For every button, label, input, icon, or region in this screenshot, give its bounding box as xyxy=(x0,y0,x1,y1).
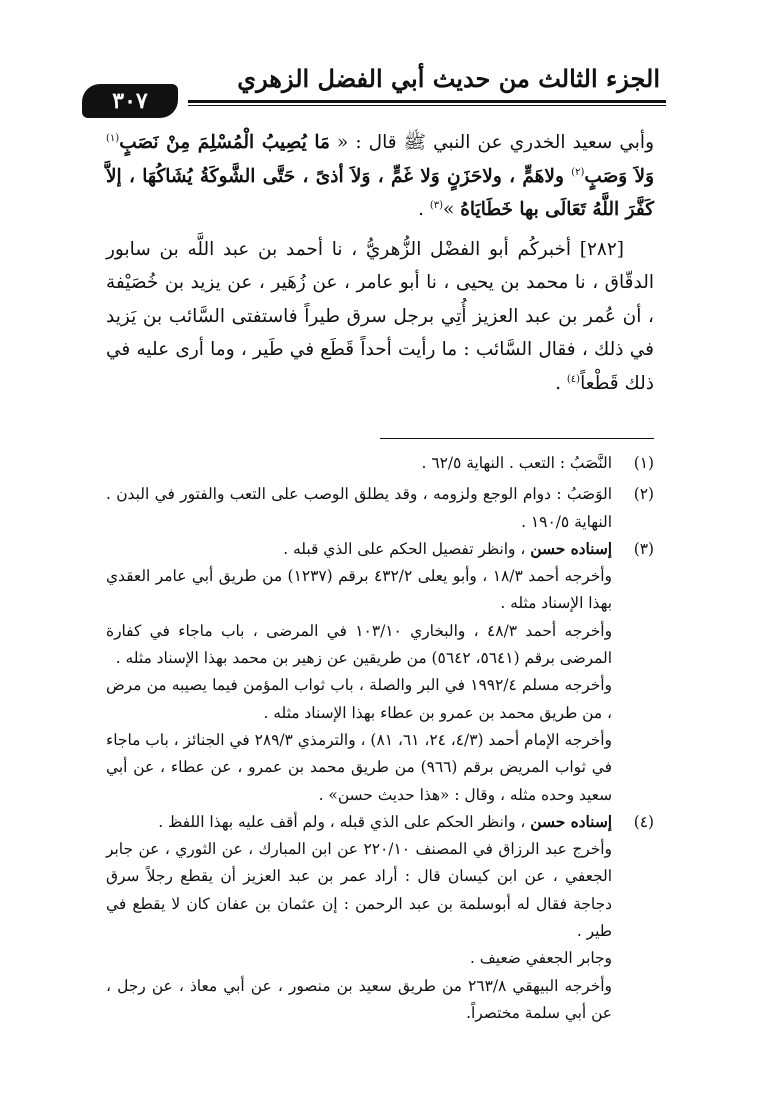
grading-label: إسناده حسن xyxy=(530,539,612,558)
footnote-line: وأخرجه أحمد ١٨/٣ ، وأبو يعلى ٤٣٢/٢ برقم (١٢٣٧) من طريق أبي عامر العقدي بهذا الإسناد مثله . xyxy=(106,567,612,613)
header-rule xyxy=(188,100,666,103)
hadith-intro: وأبي سعيد الخدري عن النبي ﷺ قال : « xyxy=(329,132,655,153)
header-rule-thin xyxy=(188,105,666,106)
footnote-ref-1[interactable]: (١) xyxy=(106,132,120,144)
footnote-line: وأخرج عبد الرزاق في المصنف ٢٢٠/١٠ عن ابن المبارك ، عن الثوري ، عن جابر الجعفي ، عن ابن كيسان قال : أراد عمر بن عبد العزيز أن يقطع رجلاً سرق دجاجة فقال له أبوسلمة بن عبد الرحمن : إن عثمان بن عفان كان لا يقطع في طير . xyxy=(106,840,612,941)
footnote-divider xyxy=(380,438,654,439)
footnotes xyxy=(106,450,654,1027)
narration-paragraph xyxy=(106,233,654,401)
grading-rest: ، وانظر تفصيل الحكم على الذي قبله . xyxy=(283,539,531,558)
footnote-line: وجابر الجعفي ضعيف . xyxy=(470,949,612,968)
footnote-line: وأخرجه مسلم ١٩٩٢/٤ في البر والصلة ، باب ثواب المؤمن فيما يصيبه من مرض ، من طريق محمد بن عمرو بن عطاء بهذا الإسناد مثله . xyxy=(106,676,612,722)
main-text xyxy=(106,126,654,400)
footnote-line: وأخرجه البيهقي ٢٦٣/٨ من طريق سعيد بن منصور ، عن أبي معاذ ، عن رجل ، عن أبي سلمة مختصراً. xyxy=(106,976,612,1022)
footnote-lead xyxy=(106,809,612,836)
narration-text: [٢٨٢] أخبركُم أبو الفضْل الزُّهريُّ ، نا أحمد بن عبد اللَّه بن سابور الدقّاق ، نا محمد بن يحيى ، نا أبو عامر ، عن زُهَير ، عن يزيد بن خُصَيْفة ، أن عُمر بن عبد العزيز أُتِي برجل سرق طيراً فاستفتى السَّائب بن يَزيد في ذلك ، فقال السَّائب : ما رأيت أحداً قَطَع في طَير ، وما أرى عليه في ذلك قَطْعاً xyxy=(106,238,654,394)
footnote-ref-2[interactable]: (٢) xyxy=(571,166,585,178)
footnote-ref-3[interactable]: (٣) xyxy=(429,199,444,211)
narration-tail: . xyxy=(555,372,567,394)
hadith-quote-c: ولاهَمٍّ ، ولاحَزَنٍ وَلا غَمٍّ ، وَلاَ أذىً ، حَتَّى الشَّوكَةُ يُشَاكُهَا ، إلاَّ كَفَّرَ اللَّهُ تَعَالَى بها خَطَايَاهُ xyxy=(106,165,654,220)
footnote-lead xyxy=(106,536,612,563)
footnote-ref-4[interactable]: (٤) xyxy=(566,373,581,385)
hadith-quote-close: » xyxy=(443,199,461,220)
footnote-number: (٣) xyxy=(633,539,654,558)
footnote-line: وأخرجه الإمام أحمد (٤/٣، ٢٤، ٦١، ٨١) ، والترمذي ٢٨٩/٣ في الجنائز ، باب ماجاء في ثواب المريض برقم (٩٦٦) من طريق محمد بن عمرو ، عن عطاء ، عن أبي سعيد وحده مثله ، وقال : «هذا حديث حسن» . xyxy=(106,730,612,804)
footnote-number: (٢) xyxy=(633,485,654,504)
footnote-number: (٤) xyxy=(633,812,654,831)
footnote-4 xyxy=(106,809,654,1027)
footnote-number: (١) xyxy=(633,454,654,472)
footnote-line: الوَصَبُ : دوام الوجع ولزومه ، وقد يطلق الوصب على التعب والفتور في البدن . النهاية ١٩٠/٥ . xyxy=(106,485,612,531)
page-number-badge: ٣٠٧ xyxy=(82,84,178,118)
footnote-line: النَّصَبُ : التعب . النهاية ٦٢/٥ . xyxy=(421,454,612,472)
hadith-paragraph xyxy=(106,126,654,227)
running-header xyxy=(100,62,666,114)
footnote-1 xyxy=(106,450,654,477)
header-title: الجزء الثالث من حديث أبي الفضل الزهري xyxy=(237,64,660,93)
hadith-quote-a: مَا يُصِيبُ الْمُسْلِمَ مِنْ نَصَبٍ xyxy=(119,132,330,153)
hadith-tail: . xyxy=(418,199,430,220)
hadith-quote-b: وَلاَ وَصَبٍ xyxy=(584,165,655,187)
grading-label: إسناده حسن xyxy=(530,812,612,831)
footnote-2 xyxy=(106,481,654,536)
footnote-line: وأخرجه أحمد ٤٨/٣ ، والبخاري ١٠٣/١٠ في المرضى ، باب ماجاء في كفارة المرضى برقم (٥٦٤١، ٥٦٤٢) من طريقين عن زهير بن محمد بهذا الإسناد مثله . xyxy=(106,621,613,668)
grading-rest: ، وانظر الحكم على الذي قبله ، ولم أقف عليه بهذا اللفظ . xyxy=(158,812,531,831)
footnote-3 xyxy=(106,536,654,809)
